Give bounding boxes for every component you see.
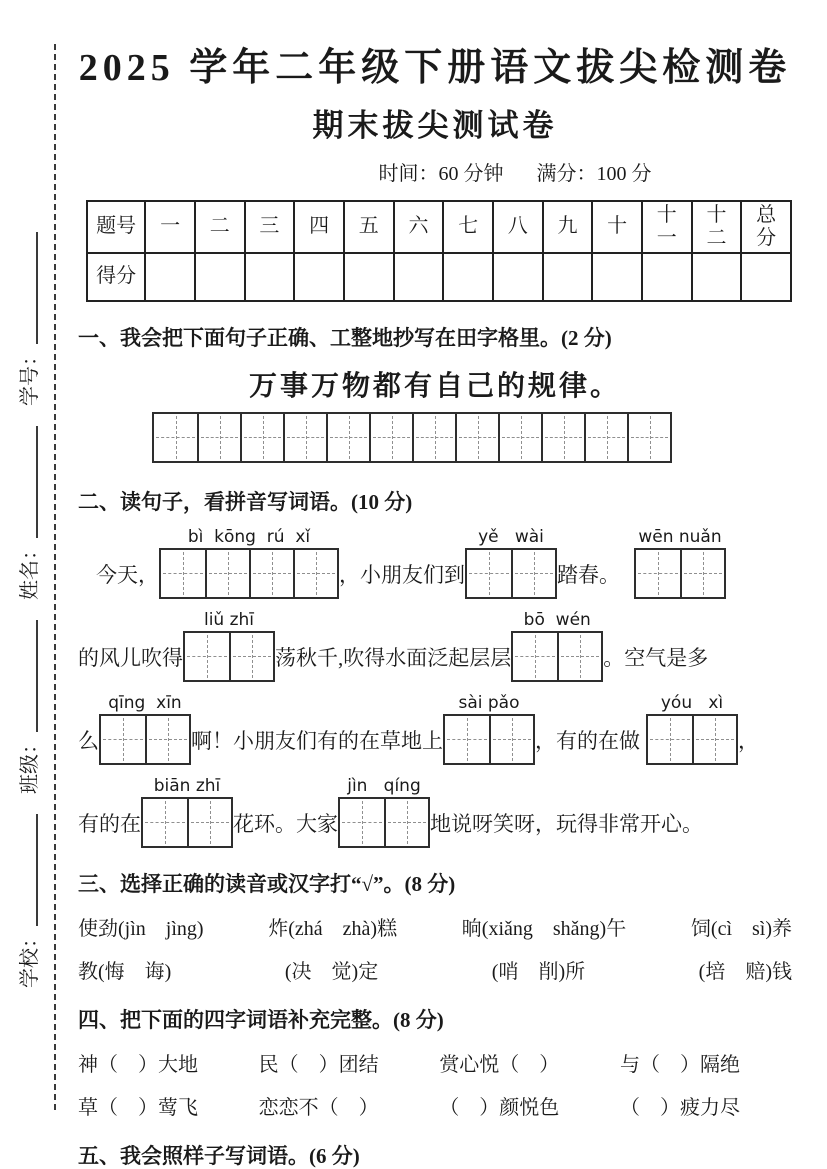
pinyin-word-slot <box>634 526 726 599</box>
word-grid[interactable] <box>99 714 191 765</box>
text-run: 啊！小朋友们有的在草地上 <box>191 728 443 753</box>
text-run: 地说呀笑呀，玩得非常开心。 <box>430 811 703 836</box>
score-column-header: 六 <box>394 201 444 253</box>
student-field-label: 班级： <box>18 734 41 794</box>
idiom-item-row <box>78 1048 740 1077</box>
pinyin-label: bō wén <box>523 609 591 630</box>
tianzige-cell[interactable] <box>283 414 326 461</box>
tianzige-cell[interactable] <box>154 414 197 461</box>
tianzige-cell[interactable] <box>511 550 555 597</box>
tianzige-cell[interactable] <box>648 716 692 763</box>
score-column-header: 七 <box>443 201 493 253</box>
student-field-blank[interactable] <box>16 620 38 732</box>
score-column-header: 四 <box>294 201 344 253</box>
student-field-label: 姓名： <box>18 540 41 600</box>
choice-item: 炸(zhá zhà)糕 <box>268 917 398 940</box>
section-2 <box>78 486 792 848</box>
score-column-header: 十 二 <box>692 201 742 253</box>
score-column-header: 总 分 <box>741 201 791 253</box>
idiom-item: 民（ ）团结 <box>258 1053 379 1076</box>
pinyin-word-slot <box>338 775 430 848</box>
tianzige-cell[interactable] <box>101 716 145 763</box>
score-column-header: 三 <box>245 201 295 253</box>
tianzige-cell[interactable] <box>513 633 557 680</box>
word-grid[interactable] <box>183 631 275 682</box>
score-cell <box>692 253 742 301</box>
tianzige-cell[interactable] <box>498 414 541 461</box>
text-run: 的风儿吹得 <box>78 645 183 670</box>
section-3 <box>78 868 792 984</box>
idiom-item-row <box>78 1091 740 1120</box>
text-run: ，有的在做 <box>535 728 640 753</box>
tianzige-cell[interactable] <box>636 550 680 597</box>
tianzige-cell[interactable] <box>455 414 498 461</box>
choice-item: (培 赔)钱 <box>698 960 792 983</box>
score-row-label: 得分 <box>87 253 145 301</box>
pinyin-fill-line <box>78 775 792 848</box>
pinyin-label: wēn nuǎn <box>638 526 722 547</box>
tianzige-cell[interactable] <box>584 414 627 461</box>
word-grid[interactable] <box>646 714 738 765</box>
pinyin-label: bì kōng rú xǐ <box>187 526 311 547</box>
tianzige-cell[interactable] <box>326 414 369 461</box>
pronunciation-choice-rows <box>78 912 792 984</box>
tianzige-cell[interactable] <box>692 716 736 763</box>
exam-title: 2025 学年二年级下册语文拔尖检测卷 <box>78 47 792 89</box>
score-cell <box>195 253 245 301</box>
text-run: 荡秋千,吹得水面泛起层层 <box>275 645 512 670</box>
text-run: 花环。大家 <box>233 811 338 836</box>
text-run: 踏春。 <box>557 562 620 587</box>
tianzige-cell[interactable] <box>293 550 337 597</box>
pinyin-word-slot <box>183 609 275 682</box>
text-run: ， <box>738 728 759 753</box>
idiom-item: （ ）颜悦色 <box>439 1096 560 1119</box>
choice-item-row <box>78 955 792 984</box>
tianzige-cell[interactable] <box>340 799 384 846</box>
score-cell <box>443 253 493 301</box>
score-cell <box>493 253 543 301</box>
pinyin-label: liǔ zhī <box>203 609 255 630</box>
tianzige-cell[interactable] <box>369 414 412 461</box>
student-field-label: 学号： <box>18 346 41 406</box>
student-field-blank[interactable] <box>16 232 38 344</box>
pinyin-word-slot <box>511 609 603 682</box>
student-info-rail <box>6 148 48 1108</box>
score-cell <box>394 253 444 301</box>
pinyin-word-slot <box>443 692 535 765</box>
text-run: ，小朋友们到 <box>339 562 465 587</box>
choice-item-row <box>78 912 792 941</box>
student-field-blank[interactable] <box>16 814 38 926</box>
text-run: 今天， <box>96 562 159 587</box>
student-field <box>13 232 42 406</box>
tianzige-cell[interactable] <box>384 799 428 846</box>
student-field <box>13 620 42 794</box>
tianzige-cell[interactable] <box>680 550 724 597</box>
score-column-header: 一 <box>145 201 195 253</box>
pinyin-word-slot <box>465 526 557 599</box>
word-grid[interactable] <box>141 797 233 848</box>
choice-item: 使劲(jìn jìng) <box>78 917 204 940</box>
score-cell <box>642 253 692 301</box>
tianzige-cell[interactable] <box>412 414 455 461</box>
choice-item: (决 觉)定 <box>284 960 379 983</box>
tianzige-cell[interactable] <box>197 414 240 461</box>
student-field-blank[interactable] <box>16 426 38 538</box>
section-3-title: 三、选择正确的读音或汉字打“√”。(8 分) <box>78 871 456 896</box>
idiom-fill-rows <box>78 1048 792 1120</box>
choice-item: 晌(xiǎng shǎng)午 <box>461 917 627 940</box>
copy-sentence: 万事万物都有自己的规律。 <box>248 370 621 402</box>
idiom-item: 草（ ）莺飞 <box>78 1096 198 1119</box>
text-run: 有的在 <box>78 811 141 836</box>
section-4 <box>78 1004 792 1120</box>
score-cell <box>741 253 791 301</box>
score-table <box>86 200 792 302</box>
section-5 <box>78 1140 792 1169</box>
pinyin-label: jìn qíng <box>347 775 421 796</box>
tianzige-cell[interactable] <box>185 633 229 680</box>
pinyin-word-slot <box>159 526 339 599</box>
pinyin-fill-line <box>78 692 792 765</box>
score-cell <box>294 253 344 301</box>
idiom-item: 与（ ）隔绝 <box>619 1053 740 1076</box>
time-label: 时间：60 分钟 <box>378 162 504 185</box>
pinyin-label: yóu xì <box>660 692 724 713</box>
score-column-header: 十 一 <box>642 201 692 253</box>
pinyin-word-slot <box>99 692 191 765</box>
score-column-header: 五 <box>344 201 394 253</box>
fullscore-label: 满分：100 分 <box>536 162 652 185</box>
pinyin-word-slot <box>646 692 738 765</box>
pinyin-label: yě wài <box>478 526 544 547</box>
score-cell <box>592 253 642 301</box>
pinyin-label: qīng xīn <box>108 692 182 713</box>
tianzige-cell[interactable] <box>161 550 205 597</box>
pinyin-fill-line <box>78 609 792 682</box>
pinyin-fill-line <box>96 526 792 599</box>
choice-item: 教(悔 诲) <box>78 960 172 983</box>
text-run: 。空气是多 <box>603 645 709 670</box>
idiom-item: 赏心悦（ ） <box>439 1053 560 1076</box>
binding-dashed-line <box>54 44 56 1110</box>
word-grid[interactable] <box>511 631 603 682</box>
section-5-title: 五、我会照样子写词语。(6 分) <box>78 1143 360 1168</box>
score-column-header: 十 <box>592 201 642 253</box>
exam-meta <box>158 157 827 186</box>
student-field <box>13 814 42 988</box>
tianzige-cell[interactable] <box>187 799 231 846</box>
word-grid[interactable] <box>338 797 430 848</box>
score-cell <box>344 253 394 301</box>
score-column-header: 九 <box>543 201 593 253</box>
tianzige-cell[interactable] <box>627 414 670 461</box>
student-field-label: 学校： <box>18 928 41 988</box>
word-grid[interactable] <box>465 548 557 599</box>
copy-tianzige-grid[interactable] <box>152 412 672 463</box>
pinyin-fill-lines <box>78 526 792 848</box>
choice-item: (哨 削)所 <box>491 960 586 983</box>
pinyin-word-slot <box>141 775 233 848</box>
tianzige-cell[interactable] <box>240 414 283 461</box>
section-2-title: 二、读句子，看拼音写词语。(10 分) <box>78 489 413 514</box>
section-1 <box>78 322 792 466</box>
tianzige-cell[interactable] <box>489 716 533 763</box>
student-field <box>13 426 42 600</box>
tianzige-cell[interactable] <box>143 799 187 846</box>
score-column-header: 八 <box>493 201 543 253</box>
exam-subtitle: 期末拔尖测试卷 <box>312 107 558 143</box>
tianzige-cell[interactable] <box>467 550 511 597</box>
score-table-corner: 题号 <box>87 201 145 253</box>
score-cell <box>543 253 593 301</box>
section-4-title: 四、把下面的四字词语补充完整。(8 分) <box>78 1007 444 1032</box>
idiom-item: 恋恋不（ ） <box>258 1096 379 1119</box>
tianzige-cell[interactable] <box>541 414 584 461</box>
tianzige-cell[interactable] <box>229 633 273 680</box>
score-column-header: 二 <box>195 201 245 253</box>
score-cell <box>245 253 295 301</box>
word-grid[interactable] <box>443 714 535 765</box>
choice-item: 饲(cì sì)养 <box>690 917 792 940</box>
score-cell <box>145 253 195 301</box>
pinyin-label: biān zhī <box>153 775 221 796</box>
word-grid[interactable] <box>634 548 726 599</box>
tianzige-cell[interactable] <box>445 716 489 763</box>
tianzige-cell[interactable] <box>249 550 293 597</box>
text-run: 么 <box>78 728 99 753</box>
idiom-item: 神（ ）大地 <box>78 1053 198 1076</box>
tianzige-cell[interactable] <box>557 633 601 680</box>
section-1-title: 一、我会把下面句子正确、工整地抄写在田字格里。(2 分) <box>78 325 612 350</box>
exam-content <box>78 0 792 1169</box>
tianzige-cell[interactable] <box>145 716 189 763</box>
pinyin-label: sài pǎo <box>458 692 520 713</box>
tianzige-cell[interactable] <box>205 550 249 597</box>
idiom-item: （ ）疲力尽 <box>619 1096 740 1119</box>
word-grid[interactable] <box>159 548 339 599</box>
